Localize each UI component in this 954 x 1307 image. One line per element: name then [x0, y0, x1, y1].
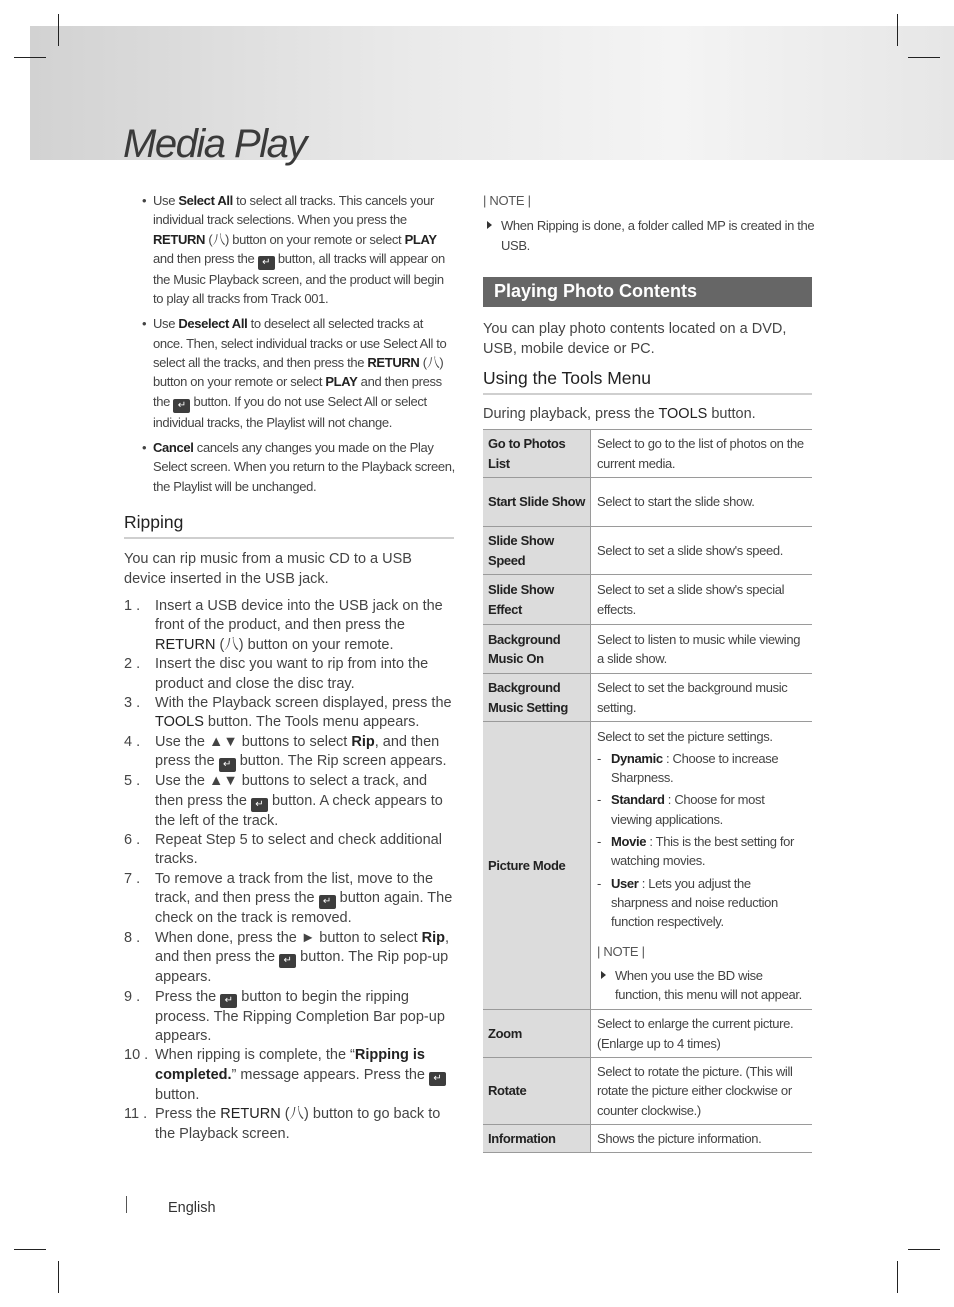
step-text: button. A check appears to the left of the track.: [155, 792, 443, 829]
ripping-step: [124, 1105, 454, 1144]
step-text: button. The Rip screen appears.: [235, 753, 447, 770]
table-row: [483, 527, 812, 575]
enter-button-icon: ↵: [279, 954, 296, 968]
table-key: Slide Show Effect: [483, 575, 591, 625]
table-row: [483, 625, 812, 674]
ripping-step: [124, 1046, 454, 1105]
ripping-step: [124, 870, 454, 929]
tools-menu-table: [483, 429, 812, 1153]
note-item: When Ripping is done, a folder called MP is created in the USB.: [483, 216, 815, 255]
step-text: , and then press the: [155, 929, 450, 966]
tools-intro: During playback, press the TOOLS button.: [483, 406, 756, 422]
table-key: Background Music On: [483, 625, 591, 674]
ripping-step: [124, 694, 454, 733]
enter-button-icon: ↵: [173, 399, 190, 413]
enter-button-icon: ↵: [251, 798, 268, 812]
bullet-list: [124, 191, 456, 502]
crop-mark: [58, 1261, 59, 1293]
page-title: Media Play: [123, 122, 306, 166]
step-text: button to begin the ripping process. The Ripping Completion Bar pop-up appears.: [155, 988, 445, 1044]
enter-button-icon: ↵: [219, 758, 236, 772]
step-text: Insert a USB device into the USB jack on the front of the product, and then press the: [155, 598, 443, 634]
ripping-step: [124, 655, 454, 694]
step-text: When done, press the ► button to select: [155, 929, 422, 946]
ripping-step: [124, 733, 454, 772]
crop-mark: [14, 1249, 46, 1250]
table-value: Select to go to the list of photos on the current media.: [591, 430, 813, 478]
step-text: (⼋) button to go back to the Playback screen.: [155, 1106, 441, 1142]
step-text: Press the: [155, 988, 221, 1005]
note-item: When you use the BD wise function, this menu will not appear.: [597, 966, 806, 1005]
step-text: button.: [155, 1086, 200, 1103]
divider: [124, 537, 454, 539]
table-key: Zoom: [483, 1010, 591, 1058]
bullet-cancel: • Cancel cancels any changes you made on the Play Select screen. When you return to the Playback screen, the Playlist will be unchanged.: [142, 439, 455, 494]
ripping-steps: [124, 597, 454, 1144]
table-value: Select to rotate the picture. (This will rotate the picture either clockwise or counter clockwise.): [591, 1058, 813, 1125]
step-text: button. The Rip pop-up appears.: [155, 949, 449, 986]
tools-heading-block: [483, 368, 812, 425]
step-number: 5 .: [124, 773, 141, 790]
enter-button-icon: ↵: [220, 994, 237, 1008]
step-text: With the Playback screen displayed, press the: [155, 695, 452, 712]
ripping-step: [124, 929, 454, 988]
table-row: [483, 1010, 812, 1058]
table-value: Select to enlarge the current picture. (Enlarge up to 4 times): [591, 1010, 813, 1058]
crop-mark: [908, 1249, 940, 1250]
table-key: Rotate: [483, 1058, 591, 1125]
table-row: [483, 575, 812, 625]
table-value: Select to set a slide show's speed.: [591, 527, 813, 575]
step-text: , and then press the: [155, 733, 440, 770]
step-number: 10 .: [124, 1047, 149, 1064]
step-number: 1 .: [124, 598, 141, 614]
step-text: Insert the disc you want to rip from into the product and close the disc tray.: [155, 656, 429, 692]
table-value: Select to listen to music while viewing a slide show.: [591, 625, 813, 674]
triangle-right-icon: [487, 221, 492, 229]
ripping-step: [124, 831, 454, 870]
step-number: 7 .: [124, 870, 141, 887]
step-text: Use the ▲▼ buttons to select a track, and then press the: [155, 773, 428, 809]
step-text: Rip: [421, 929, 446, 946]
table-key: Slide Show Speed: [483, 527, 591, 575]
table-row: [483, 430, 812, 478]
step-text: TOOLS: [155, 714, 204, 731]
enter-button-icon: ↵: [258, 256, 275, 270]
table-row: [483, 722, 812, 1010]
table-row: [483, 478, 812, 527]
footer-rule: [126, 1196, 127, 1213]
step-number: 11 .: [124, 1106, 148, 1123]
table-value: Select to set the background music setting.: [591, 674, 813, 722]
crop-mark: [14, 57, 46, 58]
step-text: Ripping is completed.: [155, 1047, 425, 1083]
step-text: RETURN: [220, 1106, 281, 1123]
step-text: When ripping is complete, the “: [155, 1047, 355, 1064]
crop-mark: [897, 14, 898, 46]
table-row: [483, 1125, 812, 1153]
table-key: Go to Photos List: [483, 430, 591, 478]
enter-button-icon: ↵: [319, 895, 336, 909]
ripping-step: [124, 772, 454, 831]
picture-mode-option: - Movie : This is the best setting for watching movies.: [597, 834, 794, 869]
table-key: Information: [483, 1125, 591, 1153]
ripping-step: [124, 988, 454, 1047]
table-value: Select to set a slide show's special effects.: [591, 575, 813, 625]
table-value: Select to set the picture settings. - Dynamic : Choose to increase Sharpness. - Standard : Choose for most viewing applications. - Movie : This is the best setting for watching movies. - User : Lets you adjust the sharpness and noise reduction function respectively. | NOTE | When you use the BD wise function, this menu will not appear.: [591, 722, 813, 1010]
step-text: Repeat Step 5 to select and check additional tracks.: [155, 832, 442, 868]
step-text: Rip: [351, 733, 375, 750]
triangle-right-icon: [601, 971, 606, 979]
step-text: Use the ▲▼ buttons to select: [155, 733, 352, 750]
step-text: RETURN: [155, 636, 216, 653]
table-key: Picture Mode: [483, 722, 591, 1010]
footer-language: English: [168, 1200, 216, 1216]
step-text: Press the: [155, 1106, 221, 1123]
picture-mode-option: - Standard : Choose for most viewing applications.: [597, 792, 765, 827]
step-text: ” message appears. Press the: [231, 1066, 430, 1083]
table-key: Start Slide Show: [483, 478, 591, 527]
enter-button-icon: ↵: [429, 1072, 446, 1086]
note-label: | NOTE |: [597, 943, 645, 959]
table-key: Background Music Setting: [483, 674, 591, 722]
table-value: Select to start the slide show.: [591, 478, 813, 527]
step-text: (⼋) button on your remote.: [215, 636, 394, 653]
table-value: Shows the picture information.: [591, 1125, 813, 1153]
step-number: 6 .: [124, 832, 141, 849]
tools-heading: Using the Tools Menu: [483, 368, 651, 388]
picture-mode-option: - Dynamic : Choose to increase Sharpness.: [597, 750, 779, 786]
step-text: To remove a track from the list, move to the track, and then press the: [155, 870, 434, 907]
crop-mark: [897, 1261, 898, 1293]
picture-mode-option: - User : Lets you adjust the sharpness and noise reduction function respectively.: [597, 875, 778, 930]
step-number: 9 .: [124, 988, 141, 1005]
divider: [483, 393, 812, 395]
ripping-section: [124, 512, 454, 1144]
bullet-select-all: • Use Select All to select all tracks. This cancels your individual track selections. When you press the RETURN (⼋) button on your remote or select PLAY and then press the ↵ button, all tracks will appear on the Music Playback screen, and the product will begin to play all tracks from Track 001.: [142, 193, 445, 307]
step-number: 3 .: [124, 695, 141, 712]
section-title: Playing Photo Contents: [494, 281, 698, 301]
table-row: [483, 674, 812, 722]
bullet-deselect-all: • Use Deselect All to deselect all selected tracks at once. Then, select individual tracks or use Select All to select all the tracks, and then press the RETURN (⼋) button on your remote or select PLAY and then press the ↵ button. If you do not use Select All or select individual tracks, the Playlist will not change.: [142, 316, 447, 430]
step-number: 4 .: [124, 733, 141, 750]
crop-mark: [908, 57, 940, 58]
table-row: [483, 1058, 812, 1125]
step-number: 8 .: [124, 929, 141, 946]
section-header-bar: [483, 277, 812, 307]
photo-intro: You can play photo contents located on a DVD, USB, mobile device or PC.: [483, 321, 787, 357]
ripping-note: [483, 191, 815, 255]
ripping-step: [124, 597, 454, 655]
step-text: button. The Tools menu appears.: [203, 714, 420, 731]
ripping-intro: You can rip music from a music CD to a USB device inserted in the USB jack.: [124, 551, 412, 587]
note-label: | NOTE |: [483, 193, 531, 208]
step-text: button again. The check on the track is removed.: [155, 890, 453, 927]
crop-mark: [58, 14, 59, 46]
ripping-heading: Ripping: [124, 512, 184, 532]
step-number: 2 .: [124, 656, 141, 673]
